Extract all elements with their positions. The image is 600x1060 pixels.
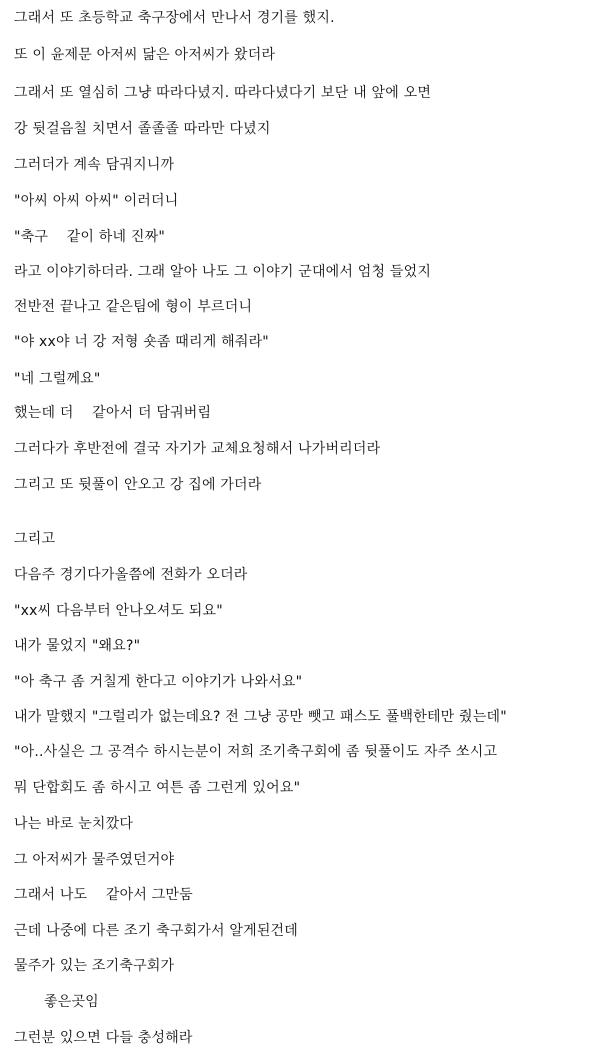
text-line: 뭐 단합회도 좀 하시고 여튼 좀 그런게 있어요" [14,780,301,796]
text-line: 다음주 경기다가올쯤에 전화가 오더라 [14,567,248,583]
text-line: 전반전 끝나고 같은팀에 형이 부르더니 [14,299,253,315]
text-line: 그런분 있으면 다들 충성해라 [14,1030,193,1046]
text-line: 라고 이야기하더라. 그래 알아 나도 그 이야기 군대에서 엄청 들었지 [14,264,432,280]
text-line: "xx씨 다음부터 안나오셔도 되요" [14,603,223,619]
text-line: 그러다가 후반전에 결국 자기가 교체요청해서 나가버리더라 [14,441,381,457]
text-line: 했는데 더 같아서 더 담궈버림 [14,405,212,421]
text-line: "아씨 아씨 아씨" 이러더니 [14,193,179,209]
text-line: 그래서 또 초등학교 축구장에서 만나서 경기를 했지. [14,10,335,26]
text-line: 물주가 있는 조기축구회가 [14,958,175,974]
text-line: 강 뒷걸음칠 치면서 졸졸졸 따라만 다녔지 [14,121,271,137]
text-line: 그 아저씨가 물주였던거야 [14,852,175,868]
text-line: 그리고 또 뒷풀이 안오고 강 집에 가더라 [14,477,262,493]
text-line: "야 xx야 너 강 저형 숏좀 때리게 해줘라" [14,334,269,350]
text-line: "축구 같이 하네 진짜" [14,229,165,245]
text-line: 내가 물었지 "왜요?" [14,638,141,654]
text-line: 그리고 [14,531,56,547]
text-line: 나는 바로 눈치깠다 [14,816,134,832]
text-line: "아..사실은 그 공격수 하시는분이 저희 조기축구회에 좀 뒷풀이도 자주 쏘시고 [14,744,498,760]
text-line: 그래서 나도 같아서 그만둠 [14,887,193,903]
text-line: 좋은곳임 [44,994,99,1010]
text-line: 내가 말했지 "그럴리가 없는데요? 전 그냥 공만 뺏고 패스도 풀백한테만 줬는데" [14,709,507,725]
text-line: 그래서 또 열심히 그냥 따라다녔지. 따라다녔다기 보단 내 앞에 오면 [14,85,432,101]
text-line: 또 이 윤제문 아저씨 닮은 아저씨가 왔더라 [14,47,276,63]
text-line: "아 축구 좀 거칠게 한다고 이야기가 나와서요" [14,674,303,690]
text-line: 근데 나중에 다른 조기 축구회가서 알게된건데 [14,923,299,939]
text-line: "네 그럴께요" [14,371,101,387]
text-line: 그러더가 계속 담궈지니까 [14,157,175,173]
